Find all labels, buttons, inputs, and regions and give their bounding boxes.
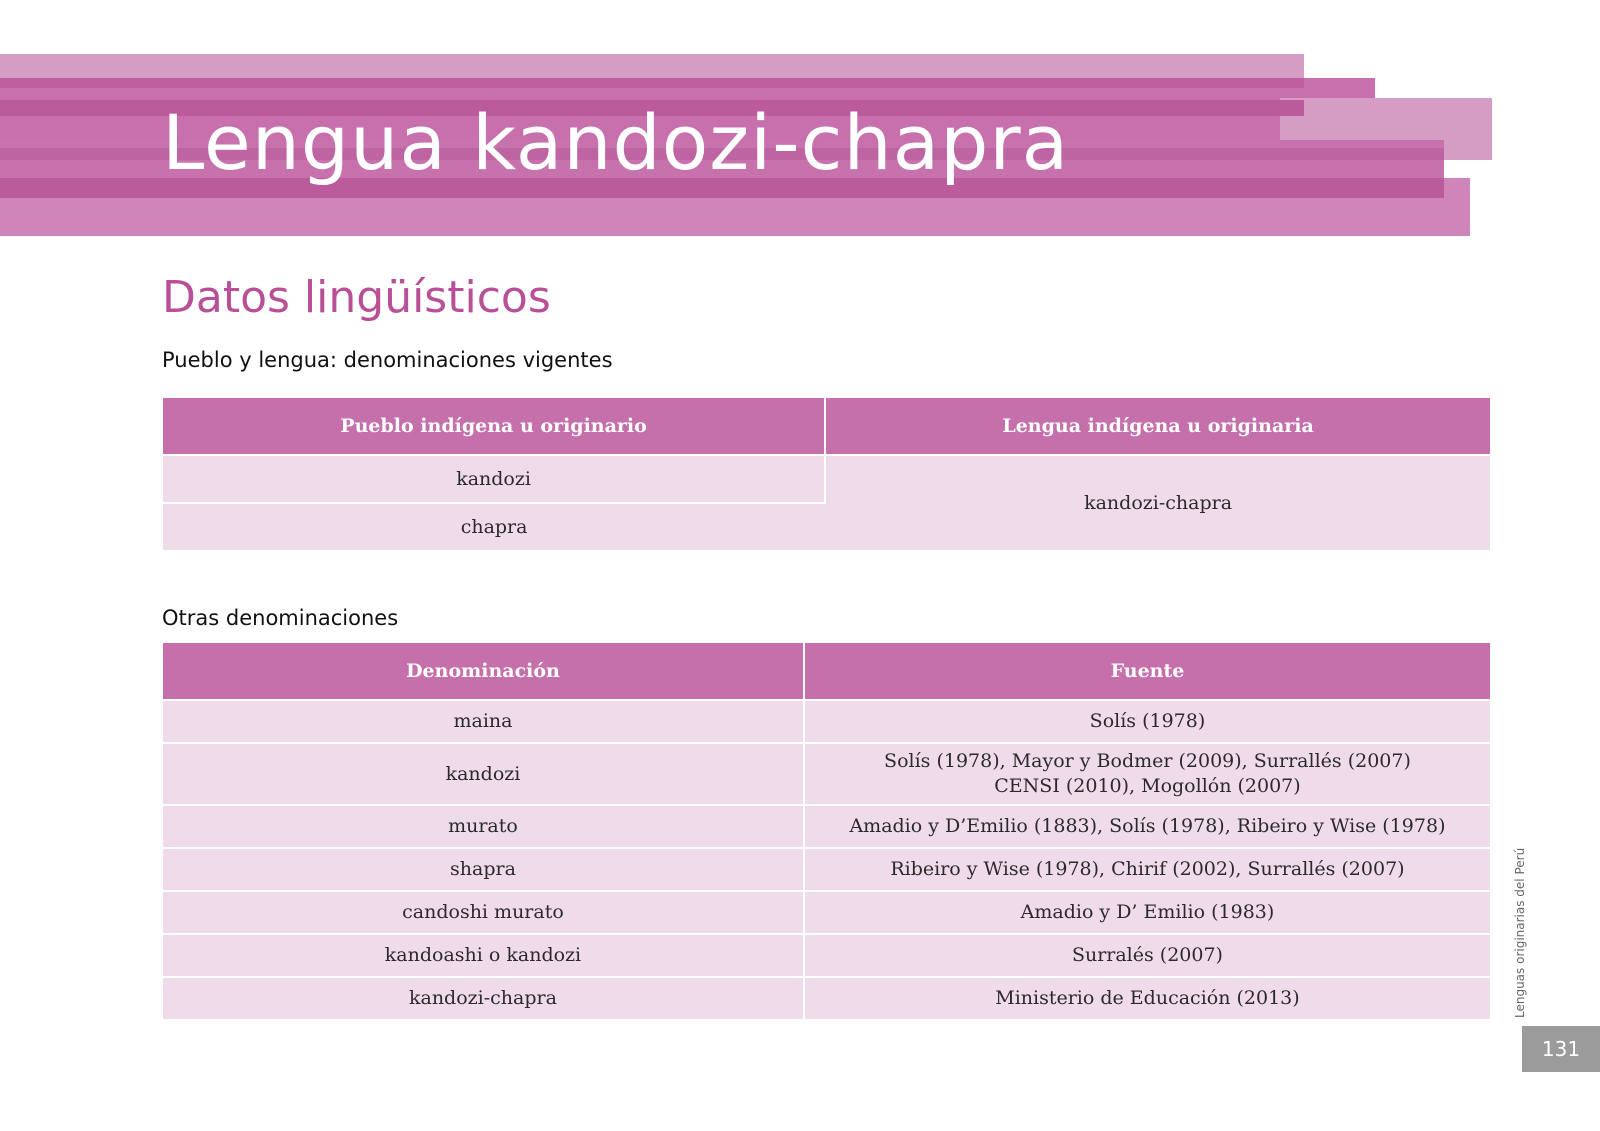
fuente-cell: Ribeiro y Wise (1978), Chirif (2002), Surrallés (2007) bbox=[804, 848, 1490, 891]
fuente-cell: Amadio y D’ Emilio (1983) bbox=[804, 891, 1490, 934]
column-header: Pueblo indígena u originario bbox=[163, 398, 825, 455]
fuente-cell bbox=[804, 743, 1490, 805]
section-title: Datos lingüísticos bbox=[162, 272, 551, 323]
fuente-cell: Surralés (2007) bbox=[804, 934, 1490, 977]
fuente-cell: Amadio y D’Emilio (1883), Solís (1978), Ribeiro y Wise (1978) bbox=[804, 805, 1490, 848]
table-row bbox=[163, 891, 1490, 934]
denominacion-cell: kandozi bbox=[163, 743, 804, 805]
denominacion-cell: shapra bbox=[163, 848, 804, 891]
table-row bbox=[163, 743, 1490, 805]
lengua-cell: kandozi-chapra bbox=[825, 455, 1490, 551]
table-row bbox=[163, 848, 1490, 891]
banner-stripe bbox=[0, 78, 1304, 88]
otras-denominaciones-table bbox=[163, 643, 1490, 1021]
denominaciones-vigentes-table bbox=[163, 398, 1490, 552]
column-header: Fuente bbox=[804, 643, 1490, 700]
column-header: Denominación bbox=[163, 643, 804, 700]
pueblo-cell: chapra bbox=[163, 503, 825, 551]
title-banner bbox=[0, 0, 1600, 240]
denominacion-cell: kandozi-chapra bbox=[163, 977, 804, 1020]
column-header: Lengua indígena u originaria bbox=[825, 398, 1490, 455]
table-row bbox=[163, 805, 1490, 848]
pueblo-cell: kandozi bbox=[163, 455, 825, 503]
denominacion-cell: murato bbox=[163, 805, 804, 848]
table-row bbox=[163, 700, 1490, 743]
fuente-line: CENSI (2010), Mogollón (2007) bbox=[994, 775, 1301, 797]
page-title: Lengua kandozi-chapra bbox=[162, 98, 1070, 187]
table-row bbox=[163, 977, 1490, 1020]
fuente-cell: Ministerio de Educación (2013) bbox=[804, 977, 1490, 1020]
table-row bbox=[163, 934, 1490, 977]
table2-heading: Otras denominaciones bbox=[162, 606, 399, 630]
denominacion-cell: maina bbox=[163, 700, 804, 743]
denominacion-cell: candoshi murato bbox=[163, 891, 804, 934]
table1-heading: Pueblo y lengua: denominaciones vigentes bbox=[162, 348, 613, 372]
page-number: 131 bbox=[1522, 1026, 1600, 1072]
fuente-line: Solís (1978), Mayor y Bodmer (2009), Surrallés (2007) bbox=[884, 750, 1411, 772]
denominacion-cell: kandoashi o kandozi bbox=[163, 934, 804, 977]
fuente-cell: Solís (1978) bbox=[804, 700, 1490, 743]
table-row bbox=[163, 455, 1490, 503]
running-footer: Lenguas originarias del Perú bbox=[1513, 847, 1527, 1018]
